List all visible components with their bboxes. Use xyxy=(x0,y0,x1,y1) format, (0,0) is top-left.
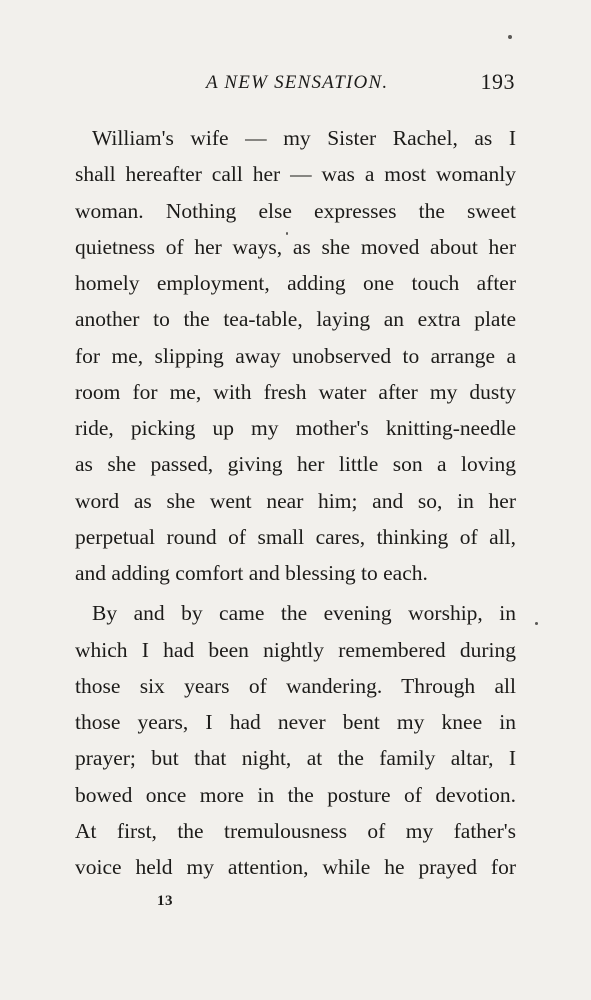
text-line: voice held my attention, while he prayed for xyxy=(75,855,516,879)
text-line: and adding comfort and blessing to each. xyxy=(75,561,428,585)
paper-speck xyxy=(286,232,288,235)
text-line: bowed once more in the posture of devotion. xyxy=(75,782,516,807)
paragraph-2 xyxy=(75,595,516,885)
text-line: At first, the tremulousness of my father's xyxy=(75,818,516,843)
text-line: William's wife — my Sister Rachel, as I xyxy=(92,126,516,150)
text-line: for me, slipping away unobserved to arrange a xyxy=(75,343,516,368)
text-line: shall hereafter call her — was a most womanly xyxy=(75,162,516,187)
text-line: woman. Nothing else expresses the sweet xyxy=(75,198,516,223)
signature-mark: 13 xyxy=(157,893,173,909)
body-text xyxy=(75,120,516,885)
text-line: as she passed, giving her little son a loving xyxy=(75,452,516,477)
running-title: A NEW SENSATION. xyxy=(206,72,389,93)
text-line: homely employment, adding one touch after xyxy=(75,271,516,295)
page-number: 193 xyxy=(480,69,515,94)
text-line: those six years of wandering. Through all xyxy=(75,673,516,698)
text-line: another to the tea-table, laying an extra plate xyxy=(75,307,516,332)
text-line: perpetual round of small cares, thinking of all, xyxy=(75,524,516,549)
text-line: quietness of her ways, as she moved about her xyxy=(75,234,516,259)
paragraph-1 xyxy=(75,120,516,591)
paper-speck xyxy=(508,35,512,39)
text-line: ride, picking up my mother's knitting-needle xyxy=(75,416,516,440)
text-line: those years, I had never bent my knee in xyxy=(75,710,516,734)
text-line: By and by came the evening worship, in xyxy=(92,601,516,626)
text-line: word as she went near him; and so, in her xyxy=(75,488,516,513)
paper-speck xyxy=(535,622,538,625)
running-head xyxy=(0,69,591,102)
text-line: room for me, with fresh water after my dusty xyxy=(75,379,516,404)
text-line: prayer; but that night, at the family altar, I xyxy=(75,746,516,771)
text-line: which I had been nightly remembered during xyxy=(75,637,516,662)
